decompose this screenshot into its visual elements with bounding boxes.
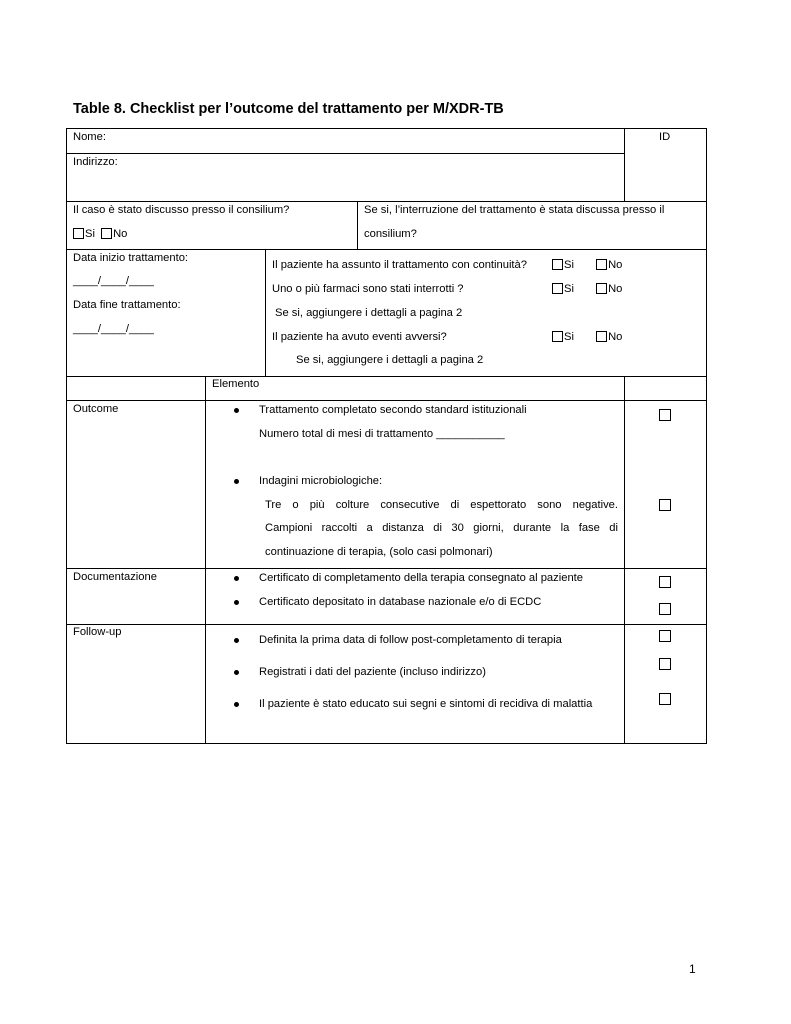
element-header: Elemento xyxy=(212,378,260,390)
followup-registered-checkbox[interactable] xyxy=(659,658,671,670)
continuity-question xyxy=(272,259,527,272)
row-divider xyxy=(66,400,707,401)
outcome-microbiology-detail: Tre o più colture consecutive di espettorato sono negative. xyxy=(265,499,618,511)
id-label: ID xyxy=(659,131,671,143)
column-divider xyxy=(357,201,358,249)
end-date-field[interactable]: ____/____/____ xyxy=(73,323,154,335)
details-note: Se si, aggiungere i dettagli a pagina 2 xyxy=(296,354,484,366)
drugs-si-checkbox[interactable] xyxy=(552,283,563,294)
consilium-si-checkbox[interactable] xyxy=(73,228,84,239)
bullet xyxy=(234,408,239,413)
address-label: Indirizzo: xyxy=(73,156,118,168)
start-date-label: Data inizio trattamento: xyxy=(73,252,189,264)
outcome-item-completed: Trattamento completato secondo standard istituzionali xyxy=(259,404,527,416)
column-divider xyxy=(624,128,625,201)
page-number: 1 xyxy=(689,962,696,976)
outcome-months-field: Numero total di mesi di trattamento ___________ xyxy=(259,428,505,440)
table-border-right xyxy=(706,128,707,744)
no-label: No xyxy=(608,283,623,295)
column-divider xyxy=(624,376,625,744)
bullet xyxy=(234,576,239,581)
interruption-note-cont: consilium? xyxy=(364,228,417,240)
bullet xyxy=(234,600,239,605)
adverse-no-checkbox[interactable] xyxy=(596,331,607,342)
row-divider xyxy=(66,624,707,625)
start-date-field[interactable]: ____/____/____ xyxy=(73,275,154,287)
column-divider xyxy=(265,249,266,376)
outcome-microbiology-checkbox[interactable] xyxy=(659,499,671,511)
row-divider xyxy=(66,376,707,377)
row-divider xyxy=(66,153,624,154)
no-label: No xyxy=(608,259,623,271)
documentation-database-checkbox[interactable] xyxy=(659,603,671,615)
consilium-options xyxy=(73,228,127,241)
documentation-certificate-checkbox[interactable] xyxy=(659,576,671,588)
consilium-question: Il caso è stato discusso presso il consilium? xyxy=(73,204,290,216)
outcome-microbiology-detail: continuazione di terapia, (solo casi polmonari) xyxy=(265,546,493,558)
column-divider xyxy=(205,376,206,744)
documentation-item-database: Certificato depositato in database nazionale e/o di ECDC xyxy=(259,596,542,608)
followup-item-educated: Il paziente è stato educato sui segni e sintomi di recidiva di malattia xyxy=(259,698,593,710)
followup-item-date: Definita la prima data di follow post-completamento di terapia xyxy=(259,634,562,646)
outcome-completed-checkbox[interactable] xyxy=(659,409,671,421)
outcome-label: Outcome xyxy=(73,403,119,415)
row-divider xyxy=(66,201,707,202)
bullet xyxy=(234,670,239,675)
followup-item-registered: Registrati i dati del paziente (incluso indirizzo) xyxy=(259,666,486,678)
si-label: Si xyxy=(85,228,95,240)
followup-label: Follow-up xyxy=(73,626,122,638)
bullet xyxy=(234,479,239,484)
bullet xyxy=(234,638,239,643)
drugs-interrupted-options xyxy=(552,283,622,296)
followup-educated-checkbox[interactable] xyxy=(659,693,671,705)
row-divider xyxy=(66,568,707,569)
si-label: Si xyxy=(564,259,574,271)
row-divider xyxy=(66,249,707,250)
continuity-options xyxy=(552,259,622,272)
no-label: No xyxy=(608,331,623,343)
continuity-question-text: Il paziente ha assunto il trattamento con continuità? xyxy=(272,259,527,271)
continuity-si-checkbox[interactable] xyxy=(552,259,563,270)
table-border-left xyxy=(66,128,67,744)
drugs-interrupted-question: Uno o più farmaci sono stati interrotti ? xyxy=(272,283,464,295)
adverse-events-options xyxy=(552,331,622,344)
name-label: Nome: xyxy=(73,131,106,143)
drugs-no-checkbox[interactable] xyxy=(596,283,607,294)
bullet xyxy=(234,702,239,707)
continuity-no-checkbox[interactable] xyxy=(596,259,607,270)
table-border-top xyxy=(66,128,707,129)
end-date-label: Data fine trattamento: xyxy=(73,299,181,311)
adverse-events-question: Il paziente ha avuto eventi avversi? xyxy=(272,331,447,343)
followup-date-checkbox[interactable] xyxy=(659,630,671,642)
adverse-si-checkbox[interactable] xyxy=(552,331,563,342)
si-label: Si xyxy=(564,283,574,295)
outcome-microbiology-detail: Campioni raccolti a distanza di 30 giorni, durante la fase di xyxy=(265,522,618,534)
page-title: Table 8. Checklist per l’outcome del trattamento per M/XDR-TB xyxy=(73,101,504,117)
outcome-item-microbiology: Indagini microbiologiche: xyxy=(259,475,383,487)
consilium-no-checkbox[interactable] xyxy=(101,228,112,239)
documentation-item-certificate: Certificato di completamento della terapia consegnato al paziente xyxy=(259,572,584,584)
documentation-label: Documentazione xyxy=(73,571,157,583)
table-border-bottom xyxy=(66,743,707,744)
no-label: No xyxy=(113,228,128,240)
si-label: Si xyxy=(564,331,574,343)
interruption-note: Se si, l’interruzione del trattamento è stata discussa presso il xyxy=(364,204,665,216)
details-note: Se si, aggiungere i dettagli a pagina 2 xyxy=(275,307,463,319)
